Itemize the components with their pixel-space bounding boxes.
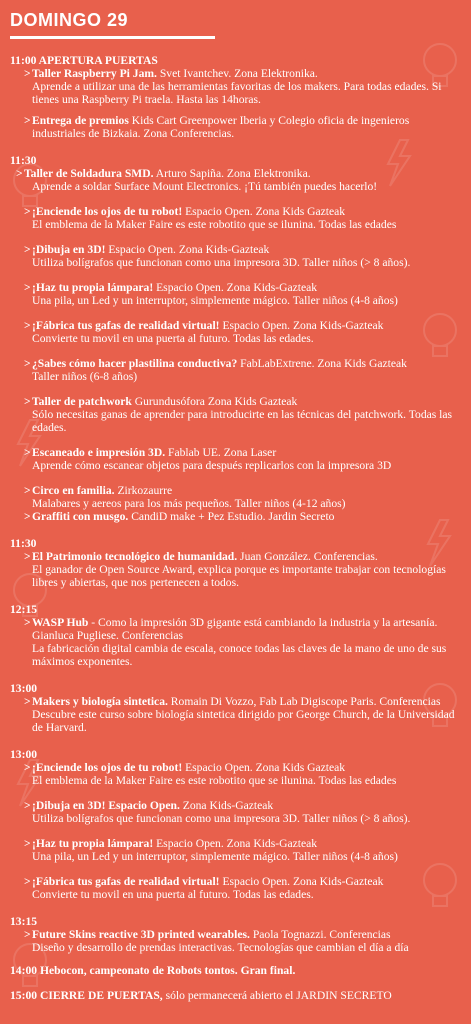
schedule-item: > Taller de patchwork Gurundusófora Zona Kids Gazteak — [24, 395, 298, 408]
time-heading: 11:30 — [10, 537, 37, 550]
item-description: El emblema de la Maker Faire es este robotito que se ilunina. Todas las edades — [32, 218, 397, 231]
time-heading: 13:00 — [10, 682, 38, 695]
schedule-item: > Escaneado e impresión 3D. Fablab UE. Zona Laser — [24, 446, 277, 459]
item-description: El emblema de la Maker Faire es este robotito que se ilunina. Todas las edades — [32, 774, 397, 787]
schedule-item: > Taller de Soldadura SMD. Arturo Sapiña. Zona Elektronika. — [16, 167, 311, 180]
item-description: Una pila, un Led y un interruptor, simplemente mágico. Taller niños (4-8 años) — [32, 294, 398, 307]
schedule-item: > ¡Dibuja en 3D! Espacio Open. Zona Kids-Gazteak — [24, 243, 270, 256]
schedule-item: > ¡Enciende los ojos de tu robot! Espacio Open. Zona Kids Gazteak — [24, 205, 346, 218]
time-heading: 13:15 — [10, 915, 38, 928]
schedule-item: > Future Skins reactive 3D printed wearables. Paola Tognazzi. Conferencias — [24, 928, 391, 941]
item-description: Convierte tu movil en una puerta al futuro. Todas las edades. — [32, 888, 314, 901]
schedule-item: > ¿Sabes cómo hacer plastilina conductiva? FabLabExtrene. Zona Kids Gazteak — [24, 357, 407, 370]
schedule-item: > Graffiti con musgo. CandiD make + Pez Estudio. Jardin Secreto — [24, 510, 335, 523]
hebocon-line: 14:00 Hebocon, campeonato de Robots tontos. Gran final. — [10, 964, 296, 977]
item-description: Diseño y desarrollo de prendas interactivas. Tecnologías que cambian el día a día — [32, 941, 409, 954]
time-heading: 11:30 — [10, 154, 37, 167]
time-heading: 13:00 — [10, 748, 38, 761]
item-description: Utiliza bolígrafos que funcionan como una impresora 3D. Taller niños (> 8 años). — [32, 812, 411, 825]
schedule-item: > WASP Hub - Como la impresión 3D gigante está cambiando la industria y la artesanía. Gianluca Pugliese. Conferencias — [24, 616, 438, 642]
item-description: Sólo necesitas ganas de aprender para introducirte en las técnicas del patchwork. Todas las edades. — [32, 408, 453, 434]
time-heading: 11:00 APERTURA PUERTAS — [10, 54, 158, 67]
item-description: Una pila, un Led y un interruptor, simplemente mágico. Taller niños (4-8 años) — [32, 850, 398, 863]
schedule-item: > Circo en familia. Zirkozaurre — [24, 484, 173, 497]
item-description: Aprende cómo escanear objetos para después replicarlos con la impresora 3D — [32, 459, 392, 472]
schedule-item: > ¡Enciende los ojos de tu robot! Espacio Open. Zona Kids Gazteak — [24, 761, 346, 774]
time-heading: 12:15 — [10, 603, 38, 616]
item-description: Malabares y aereos para los más pequeños. Taller niños (4-12 años) — [32, 497, 346, 510]
schedule-item: > Makers y biología sintetica. Romain Di Vozzo, Fab Lab Digiscope Paris. Conferencias — [24, 695, 441, 708]
item-description: Utiliza bolígrafos que funcionan como una impresora 3D. Taller niños (> 8 años). — [32, 256, 411, 269]
schedule-item: > ¡Fábrica tus gafas de realidad virtual! Espacio Open. Zona Kids-Gazteak — [24, 319, 384, 332]
item-description: El ganador de Open Source Award, explica porque es importante trabajar con tecnologías libres y abiertas, que nos pertenecen a todos. — [32, 563, 446, 589]
item-description: Descubre este curso sobre biología sintetica dirigido por George Church, de la Universidad de Harvard. — [32, 708, 455, 734]
item-description: La fabricación digital cambia de escala, conoce todas las claves de la mano de uno de sus máximos exponentes. — [32, 642, 447, 668]
item-description: Taller niños (6-8 años) — [32, 370, 138, 383]
item-description: Aprende a soldar Surface Mount Electronics. ¡Tú también puedes hacerlo! — [32, 180, 378, 193]
schedule-item: > El Patrimonio tecnológico de humanidad. Juan González. Conferencias. — [24, 550, 378, 563]
title-underline — [10, 36, 215, 39]
closing-line: 15:00 CIERRE DE PUERTAS, sólo permanecerá abierto el JARDIN SECRETO — [10, 989, 392, 1002]
schedule-content — [10, 54, 465, 1002]
schedule-item: > ¡Haz tu propia lámpara! Espacio Open. Zona Kids-Gazteak — [24, 281, 318, 294]
schedule-item: > ¡Fábrica tus gafas de realidad virtual! Espacio Open. Zona Kids-Gazteak — [24, 875, 384, 888]
item-description: Convierte tu movil en una puerta al futuro. Todas las edades. — [32, 332, 314, 345]
schedule-item: > ¡Dibuja en 3D! Espacio Open. Zona Kids-Gazteak — [24, 799, 274, 812]
item-description: Aprende a utilizar una de las herramientas favoritas de los makers. Para todas edades. Si tienes una Raspberry Pi traela. Hasta las 14horas. — [32, 80, 442, 106]
schedule-item: > Entrega de premios Kids Cart Greenpower Iberia y Colegio oficia de ingenieros industriales de Bizkaia. Zona Conferencias. — [24, 114, 410, 140]
schedule-item: > Taller Raspberry Pi Jam. Svet Ivantchev. Zona Elektronika. — [24, 67, 318, 80]
schedule-item: > ¡Haz tu propia lámpara! Espacio Open. Zona Kids-Gazteak — [24, 837, 318, 850]
page-title: DOMINGO 29 — [10, 10, 129, 30]
